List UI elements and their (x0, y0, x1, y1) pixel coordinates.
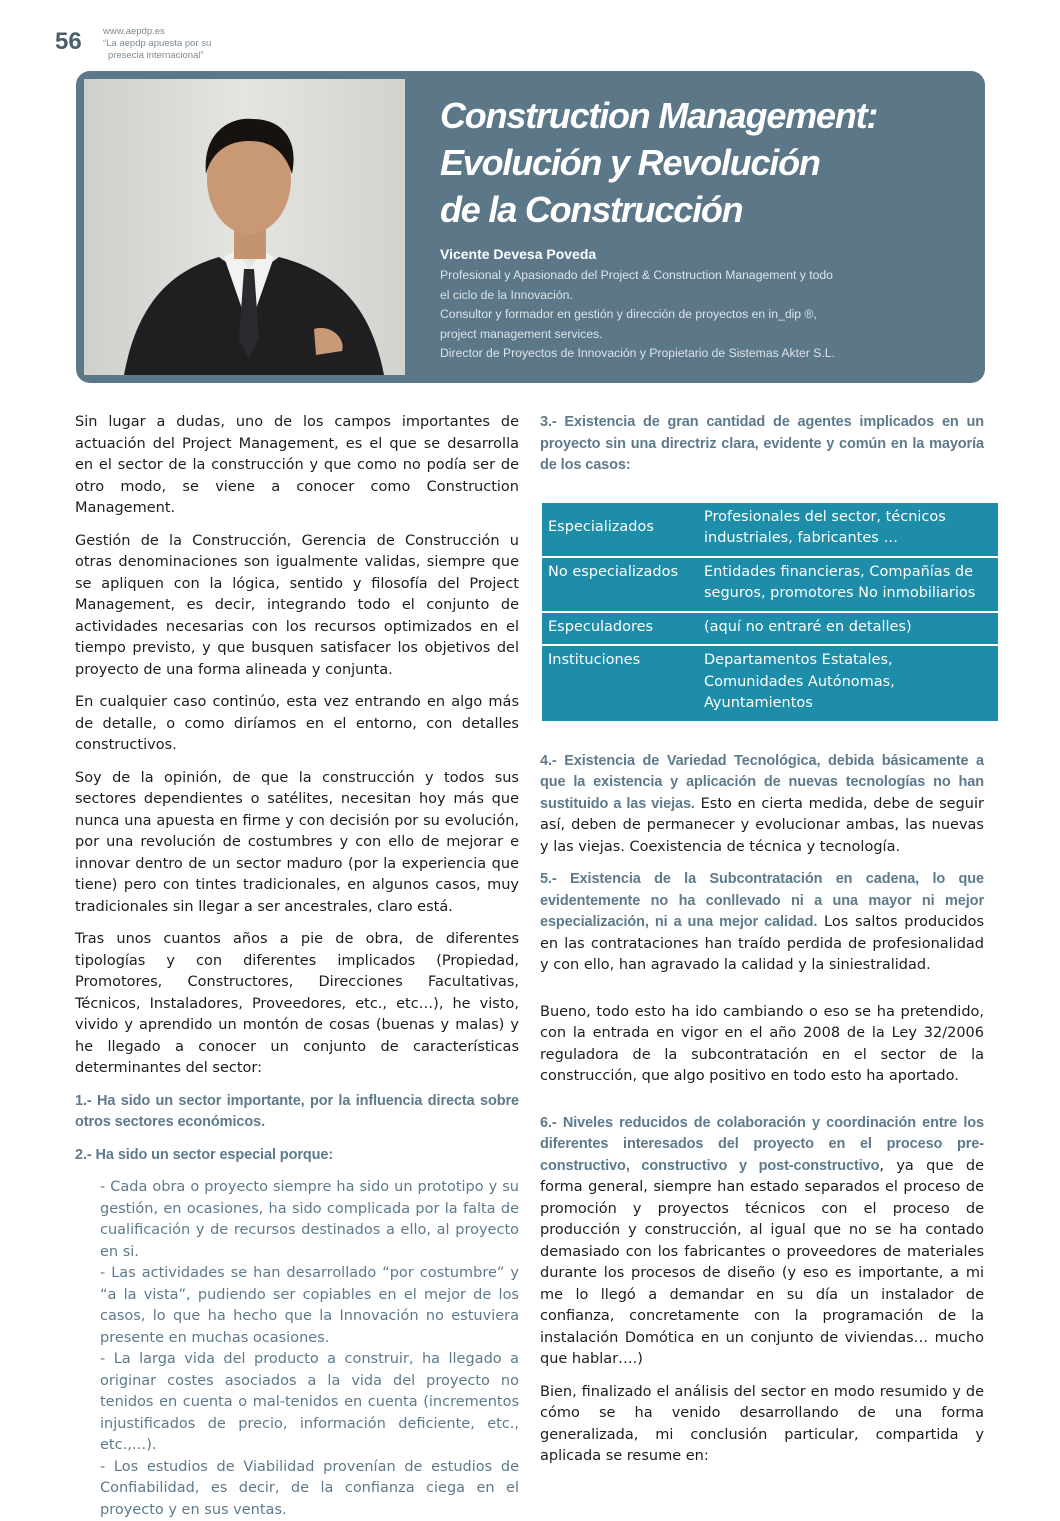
agent-description-cell: Profesionales del sector, técnicos industriales, fabricantes … (698, 503, 998, 558)
title-line-3: de la Construcción (440, 186, 960, 233)
author-name: Vicente Devesa Poveda (440, 246, 596, 262)
point-6-heading: 6.- Niveles reducidos de colaboración y coordinación entre los diferentes interesados del proyecto en el proceso pre-constructivo, constructivo y post-constructivo (540, 1115, 984, 1174)
bio-line: project management services. (440, 325, 870, 345)
table-row (542, 503, 998, 558)
point-6-paragraph (540, 1113, 984, 1371)
header-note (103, 26, 253, 62)
law-paragraph: Bueno, todo esto ha ido cambiando o eso se ha pretendido, con la entrada en vigor en el año 2008 de la Ley 32/2006 reguladora de la subcontratación en el sector de la construcción, que algo positivo en todo esto ha aportado. (540, 1002, 984, 1088)
title-line-1: Construction Management: (440, 92, 960, 139)
point-2-list (100, 1177, 519, 1521)
table-row (542, 558, 998, 613)
bio-line: Consultor y formador en gestión y dirección de proyectos en in_dip ®, (440, 305, 870, 325)
left-column (75, 412, 519, 1521)
spacer (540, 988, 984, 1002)
agent-cell: Instituciones (542, 646, 698, 723)
bio-line: Director de Proyectos de Innovación y Propietario de Sistemas Akter S.L. (440, 344, 870, 364)
experience-paragraph: Tras unos cuantos años a pie de obra, de diferentes tipologías y con diferentes implicados (Propiedad, Promotores, Constructores, Direcciones Facultativas, Técnicos, Instaladores, Proveedores, etc., etc…), he visto, vivido y aprendido un montón de cosas (buenas y malas) y he llegado a conocer un conjunto de características determinantes del sector: (75, 929, 519, 1080)
intro-paragraph: Sin lugar a dudas, uno de los campos importantes de actuación del Project Management, es el que se desarrolla en el sector de la construcción y que como no podía ser de otro modo, se viene a conocer como Construction Management. (75, 412, 519, 520)
agent-description-cell: Departamentos Estatales, Comunidades Autónomas, Ayuntamientos (698, 646, 998, 723)
bio-line: el ciclo de la Innovación. (440, 286, 870, 306)
point-3-heading: 3.- Existencia de gran cantidad de agentes implicados en un proyecto sin una directriz clara, evidente y común en la mayoría de los casos: (540, 412, 984, 477)
point-5-paragraph (540, 869, 984, 977)
author-bio (440, 266, 870, 364)
table-row (542, 646, 998, 723)
bio-line: Profesional y Apasionado del Project & Construction Management y todo (440, 266, 870, 286)
point-5-heading: 5.- Existencia de la Subcontratación en cadena, lo que evidentemente no ha conllevado ni a una mayor ni mejor especialización, ni a una mejor calidad. (540, 871, 984, 930)
right-column (540, 412, 984, 1479)
tagline-line-2: presecia internacional” (103, 50, 253, 62)
list-item: - Las actividades se han desarrollado “por costumbre” y “a la vista”, pudiendo ser copiables en el mejor de los casos, lo que ha hecho que la Innovación no estuviera presente en muchas ocasiones. (100, 1263, 519, 1349)
opinion-paragraph: Soy de la opinión, de que la construcción y todos sus sectores dependientes o satélites, necesitan hoy más que nunca una apuesta en firme y con decisión por su evolución, por una revolución de costumbres y con ello de mejorar e innovar dentro de un sector maduro (por la experiencia que tiene) pero con tintes tradicionales, en algunos casos, muy tradicionales sin llegar a ser ancestrales, claro está. (75, 768, 519, 919)
author-photo (84, 79, 405, 375)
table-row (542, 613, 998, 647)
point-6-text: , ya que de forma general, siempre han estado separados el proceso de promoción y proyectos técnicos con el proceso de producción y construcción, al igual que no se ha contado demasiado con los fabricantes o proveedores de materiales durante los procesos de diseño (y eso es importante, a mi me lo llegó a demandar en su día un instalador de confianza, concretamente con la programación de la instalación Domótica en un conjunto de viviendas… mucho que hablar….) (540, 1158, 984, 1368)
detail-paragraph: En cualquier caso continúo, esta vez entrando en algo más de detalle, o como diríamos en el entorno, con detalles constructivos. (75, 692, 519, 757)
list-item: - La larga vida del producto a construir, ha llegado a originar costes asociados a la vida del proyecto no tenidos en cuenta o mal-tenidos en cuenta (incrementos injustificados de precio, información deficiente, etc., etc.,…). (100, 1349, 519, 1457)
point-4-text: Esto en cierta medida, debe de seguir así, deben de permanecer y evolucionar ambas, las nuevas y las viejas. Coexistencia de técnica y tecnología. (540, 796, 984, 855)
agent-cell: Especuladores (542, 613, 698, 647)
definition-paragraph: Gestión de la Construcción, Gerencia de Construcción u otras denominaciones son igualmente validas, siempre que se apliquen con la lógica, sentido y filosofía del Project Management, es decir, integrando todo el conjunto de actividades necesarias con los recursos optimizados en el tiempo previsto, y que busquen satisfacer los objetivos del proyecto de una forma alineada y conjunta. (75, 531, 519, 682)
agents-table (542, 503, 998, 723)
title-line-2: Evolución y Revolución (440, 139, 960, 186)
agent-cell: No especializados (542, 558, 698, 613)
agent-description-cell: (aquí no entraré en detalles) (698, 613, 998, 647)
agent-description-cell: Entidades financieras, Compañías de seguros, promotores No inmobiliarios (698, 558, 998, 613)
spacer (540, 1099, 984, 1113)
point-5-text: Los saltos producidos en las contrataciones han traído perdida de profesionalidad y con ello, han agravado la calidad y la siniestralidad. (540, 914, 984, 973)
tagline-line-1: “La aepdp apuesta por su (103, 38, 253, 50)
agent-cell: Especializados (542, 503, 698, 558)
point-1-heading: 1.- Ha sido un sector importante, por la influencia directa sobre otros sectores económicos. (75, 1091, 519, 1134)
page-number: 56 (55, 28, 82, 56)
list-item: - Los estudios de Viabilidad provenían de estudios de Confiabilidad, es decir, de la confianza ciega en el proyecto y en sus ventas. (100, 1457, 519, 1521)
site-url: www.aepdp.es (103, 26, 253, 38)
conclusion-paragraph: Bien, finalizado el análisis del sector en modo resumido y de cómo se ha venido desarrollando de una forma generalizada, mi conclusión particular, compartida y aplicada se resume en: (540, 1382, 984, 1468)
point-4-heading: 4.- Existencia de Variedad Tecnológica, debida básicamente a que la existencia y aplicación de nuevas tecnologías no han sustituido a las viejas. (540, 753, 984, 812)
point-2-heading: 2.- Ha sido un sector especial porque: (75, 1145, 519, 1167)
point-4-paragraph (540, 751, 984, 859)
list-item: - Cada obra o proyecto siempre ha sido un prototipo y su gestión, en ocasiones, ha sido complicada por la falta de cualificación y de recursos destinados a ello, al proyecto en si. (100, 1177, 519, 1263)
article-title (440, 92, 960, 233)
